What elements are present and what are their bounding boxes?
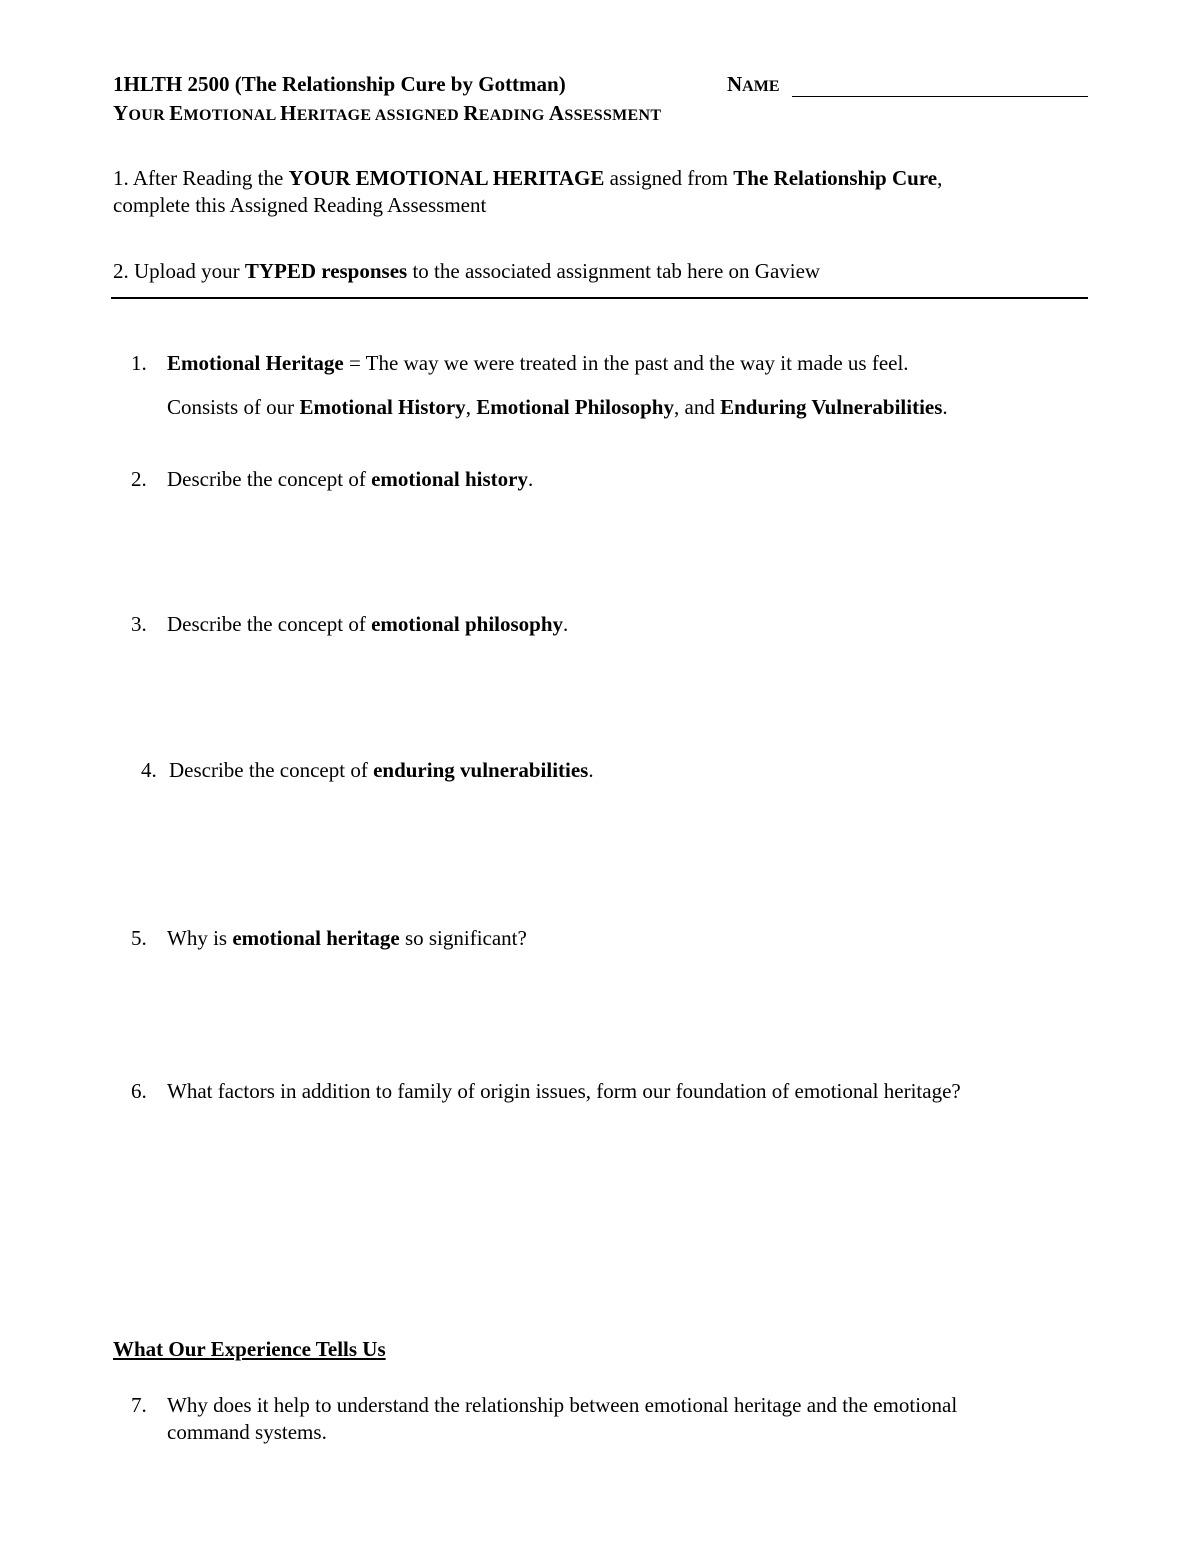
assessment-subtitle [113, 101, 661, 126]
bold-text: emotional heritage [232, 926, 400, 950]
question-number: 4. [141, 758, 157, 782]
text: . [588, 758, 594, 782]
question-2 [167, 467, 533, 492]
subtitle-part: SSESSMENT [564, 107, 662, 124]
section-heading: What Our Experience Tells Us [113, 1337, 386, 1361]
text: so significant? [399, 926, 527, 950]
question-number: 7. [131, 1393, 147, 1417]
text: 2. Upload your [113, 259, 245, 283]
bold-text: Enduring Vulnerabilities [720, 395, 943, 419]
text: Describe the concept of [167, 612, 372, 636]
text: Describe the concept of [169, 758, 374, 782]
subtitle-part: R [463, 101, 479, 125]
text: command systems. [167, 1420, 327, 1444]
divider-rule [111, 297, 1088, 299]
subtitle-part: A [548, 101, 565, 125]
question-7-line-2 [167, 1420, 327, 1445]
bold-text: enduring vulnerabilities [373, 758, 589, 782]
text: . [563, 612, 569, 636]
bold-text: Emotional Heritage [167, 351, 344, 375]
instruction-step-1-cont [113, 193, 486, 218]
instruction-step-1 [113, 166, 942, 191]
question-1-line-2 [167, 395, 948, 420]
course-title-text: 1HLTH 2500 (The Relationship Cure by Gottman) [113, 72, 566, 96]
text: . [527, 467, 534, 491]
question-4 [169, 758, 594, 783]
bold-text: YOUR EMOTIONAL HERITAGE [288, 166, 605, 190]
name-label-rest: AME [742, 78, 780, 95]
text: Describe the concept of [167, 467, 372, 491]
bold-text: Emotional Philosophy [476, 395, 674, 419]
subtitle-part: Y [113, 101, 129, 125]
name-label-first: N [727, 72, 743, 96]
subtitle-part: EADING [478, 107, 549, 124]
question-7-line-1 [167, 1393, 957, 1418]
text: . [942, 395, 948, 419]
question-number: 5. [131, 926, 147, 950]
subtitle-part: E [169, 101, 184, 125]
text: 1. After Reading the [113, 166, 289, 190]
bold-text: emotional philosophy [371, 612, 564, 636]
bold-text: The Relationship Cure [733, 166, 938, 190]
text: assigned from [604, 166, 734, 190]
subtitle-part: MOTIONAL [183, 107, 281, 124]
subtitle-part: OUR [128, 107, 170, 124]
question-number: 2. [131, 467, 147, 491]
text: , [937, 166, 943, 190]
text: Why is [167, 926, 233, 950]
question-5 [167, 926, 527, 951]
text: Consists of our [167, 395, 300, 419]
question-number: 1. [131, 351, 147, 375]
course-title [113, 72, 566, 97]
text: to the associated assignment tab here on Gaview [407, 259, 821, 283]
text: , [465, 395, 477, 419]
subtitle-part: H [280, 101, 297, 125]
bold-text: Emotional History [299, 395, 466, 419]
text: = The way we were treated in the past and the way it made us feel. [343, 351, 909, 375]
text: complete this Assigned Reading Assessment [113, 193, 487, 217]
question-number: 6. [131, 1079, 147, 1103]
text: , and [674, 395, 721, 419]
bold-text: emotional history [371, 467, 528, 491]
name-blank-line[interactable] [792, 96, 1088, 97]
question-6 [167, 1079, 961, 1104]
bold-text: TYPED responses [244, 259, 408, 283]
question-1-line-1 [167, 351, 909, 376]
name-label [727, 72, 780, 97]
instruction-step-2 [113, 259, 820, 284]
text: Why does it help to understand the relationship between emotional heritage and the emotional [167, 1393, 958, 1417]
question-number: 3. [131, 612, 147, 636]
question-3 [167, 612, 568, 637]
text: What factors in addition to family of origin issues, form our foundation of emotional heritage? [167, 1079, 961, 1103]
subtitle-part: ERITAGE ASSIGNED [296, 107, 464, 124]
